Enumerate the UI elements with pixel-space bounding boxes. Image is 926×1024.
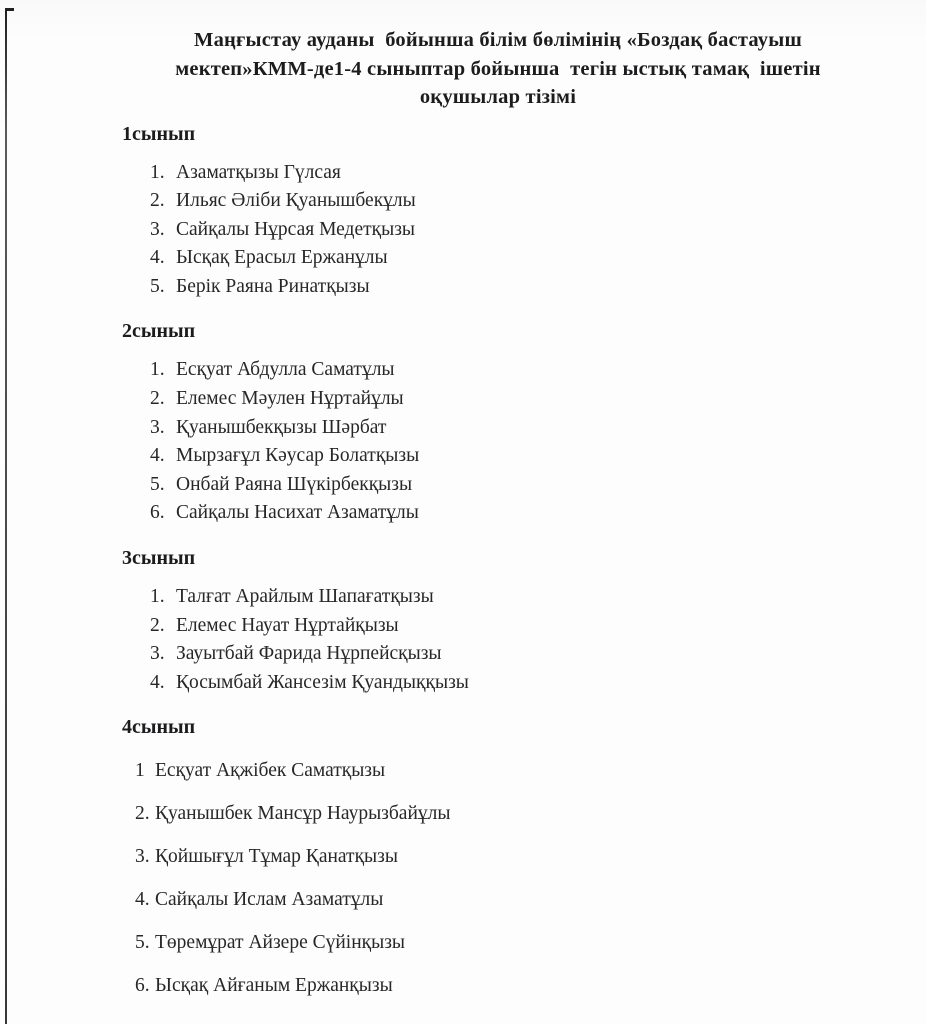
student-name: Қойшығұл Тұмар Қанатқызы xyxy=(155,846,398,868)
student-name: Елемес Мәулен Нұртайұлы xyxy=(176,388,404,410)
student-name: Талғат Арайлым Шапағатқызы xyxy=(176,586,434,608)
item-number: 4. xyxy=(150,247,165,269)
item-number: 3. xyxy=(135,846,150,868)
class-section-2 xyxy=(122,318,874,528)
item-number: 5. xyxy=(150,473,165,495)
student-list-item xyxy=(122,749,874,792)
student-name: Берік Раяна Ринатқызы xyxy=(176,275,370,297)
student-list-item xyxy=(122,273,874,302)
student-list-item xyxy=(122,583,874,612)
item-number: 1. xyxy=(150,586,165,608)
student-name: Қосымбай Жансезім Қуандыққызы xyxy=(176,671,469,693)
student-name: Ильяс Әліби Қуанышбекұлы xyxy=(176,190,416,212)
student-list-item xyxy=(122,471,874,500)
item-number: 2. xyxy=(150,614,165,636)
document-title xyxy=(122,26,874,112)
student-list-item xyxy=(122,356,874,385)
student-list-item xyxy=(122,640,874,669)
student-list-item xyxy=(122,442,874,471)
student-name: Азаматқызы Гүлсая xyxy=(176,161,341,183)
student-name: Ысқақ Ерасыл Ержанұлы xyxy=(176,247,388,269)
item-number: 4. xyxy=(150,671,165,693)
student-list-item xyxy=(122,612,874,641)
student-list-item xyxy=(122,385,874,414)
student-list-item xyxy=(122,835,874,878)
student-name: Мырзағұл Кәусар Болатқызы xyxy=(176,445,420,467)
student-name: Есқуат Абдулла Саматұлы xyxy=(176,359,395,381)
student-list-item xyxy=(122,159,874,188)
item-number: 2. xyxy=(135,803,150,825)
student-list-item xyxy=(122,499,874,528)
student-name: Сайқалы Насихат Азаматұлы xyxy=(176,502,419,524)
student-list-grade-1 xyxy=(122,159,874,302)
student-list-item xyxy=(122,792,874,835)
student-list-grade-3 xyxy=(122,583,874,697)
item-number: 5. xyxy=(150,275,165,297)
section-heading-grade-4: 4сынып xyxy=(122,716,196,739)
section-heading-grade-1: 1сынып xyxy=(122,122,196,145)
student-name: Қуанышбекқызы Шәрбат xyxy=(176,416,387,438)
student-name: Елемес Науат Нұртайқызы xyxy=(176,614,399,636)
student-name: Онбай Раяна Шүкірбекқызы xyxy=(176,473,413,495)
student-list-item xyxy=(122,669,874,698)
student-list-item xyxy=(122,921,874,964)
student-name: Зауытбай Фарида Нұрпейсқызы xyxy=(176,643,442,665)
student-list-item xyxy=(122,187,874,216)
student-name: Сайқалы Нұрсая Медетқызы xyxy=(176,218,416,240)
item-number: 2. xyxy=(150,388,165,410)
item-number: 4. xyxy=(150,445,165,467)
title-line-3: оқушылар тізімі xyxy=(419,86,577,108)
item-number: 1. xyxy=(150,161,165,183)
item-number: 1 xyxy=(135,760,145,782)
student-name: Сайқалы Ислам Азаматұлы xyxy=(155,889,384,911)
item-number: 3. xyxy=(150,416,165,438)
section-heading-grade-2: 2сынып xyxy=(122,320,196,343)
item-number: 2. xyxy=(150,190,165,212)
item-number: 1. xyxy=(150,359,165,381)
student-name: Төремұрат Айзере Сүйінқызы xyxy=(155,932,406,954)
item-number: 6. xyxy=(135,975,150,997)
student-list-item xyxy=(122,964,874,1007)
item-number: 5. xyxy=(135,932,150,954)
student-list-item xyxy=(122,878,874,921)
student-list-item xyxy=(122,216,874,245)
student-list-grade-2 xyxy=(122,356,874,528)
class-section-1 xyxy=(122,121,874,302)
student-name: Ысқақ Айғаным Ержанқызы xyxy=(155,975,393,997)
student-list-item xyxy=(122,414,874,443)
title-line-2: мектеп»КММ-де1-4 сыныптар бойынша тегін ыстық тамақ ішетін xyxy=(175,57,821,80)
item-number: 6. xyxy=(150,502,165,524)
student-name: Қуанышбек Мансұр Наурызбайұлы xyxy=(155,803,451,825)
item-number: 3. xyxy=(150,218,165,240)
item-number: 3. xyxy=(150,643,165,665)
class-section-3 xyxy=(122,545,874,697)
student-list-grade-4 xyxy=(122,749,874,1007)
class-section-4 xyxy=(122,714,874,1007)
section-heading-grade-3: 3сынып xyxy=(122,547,196,570)
title-line-1: Маңғыстау ауданы бойынша білім бөлімінің «Боздақ бастауыш xyxy=(194,29,802,51)
item-number: 4. xyxy=(135,889,150,911)
student-name: Есқуат Ақжібек Саматқызы xyxy=(155,760,386,782)
student-list-item xyxy=(122,244,874,273)
